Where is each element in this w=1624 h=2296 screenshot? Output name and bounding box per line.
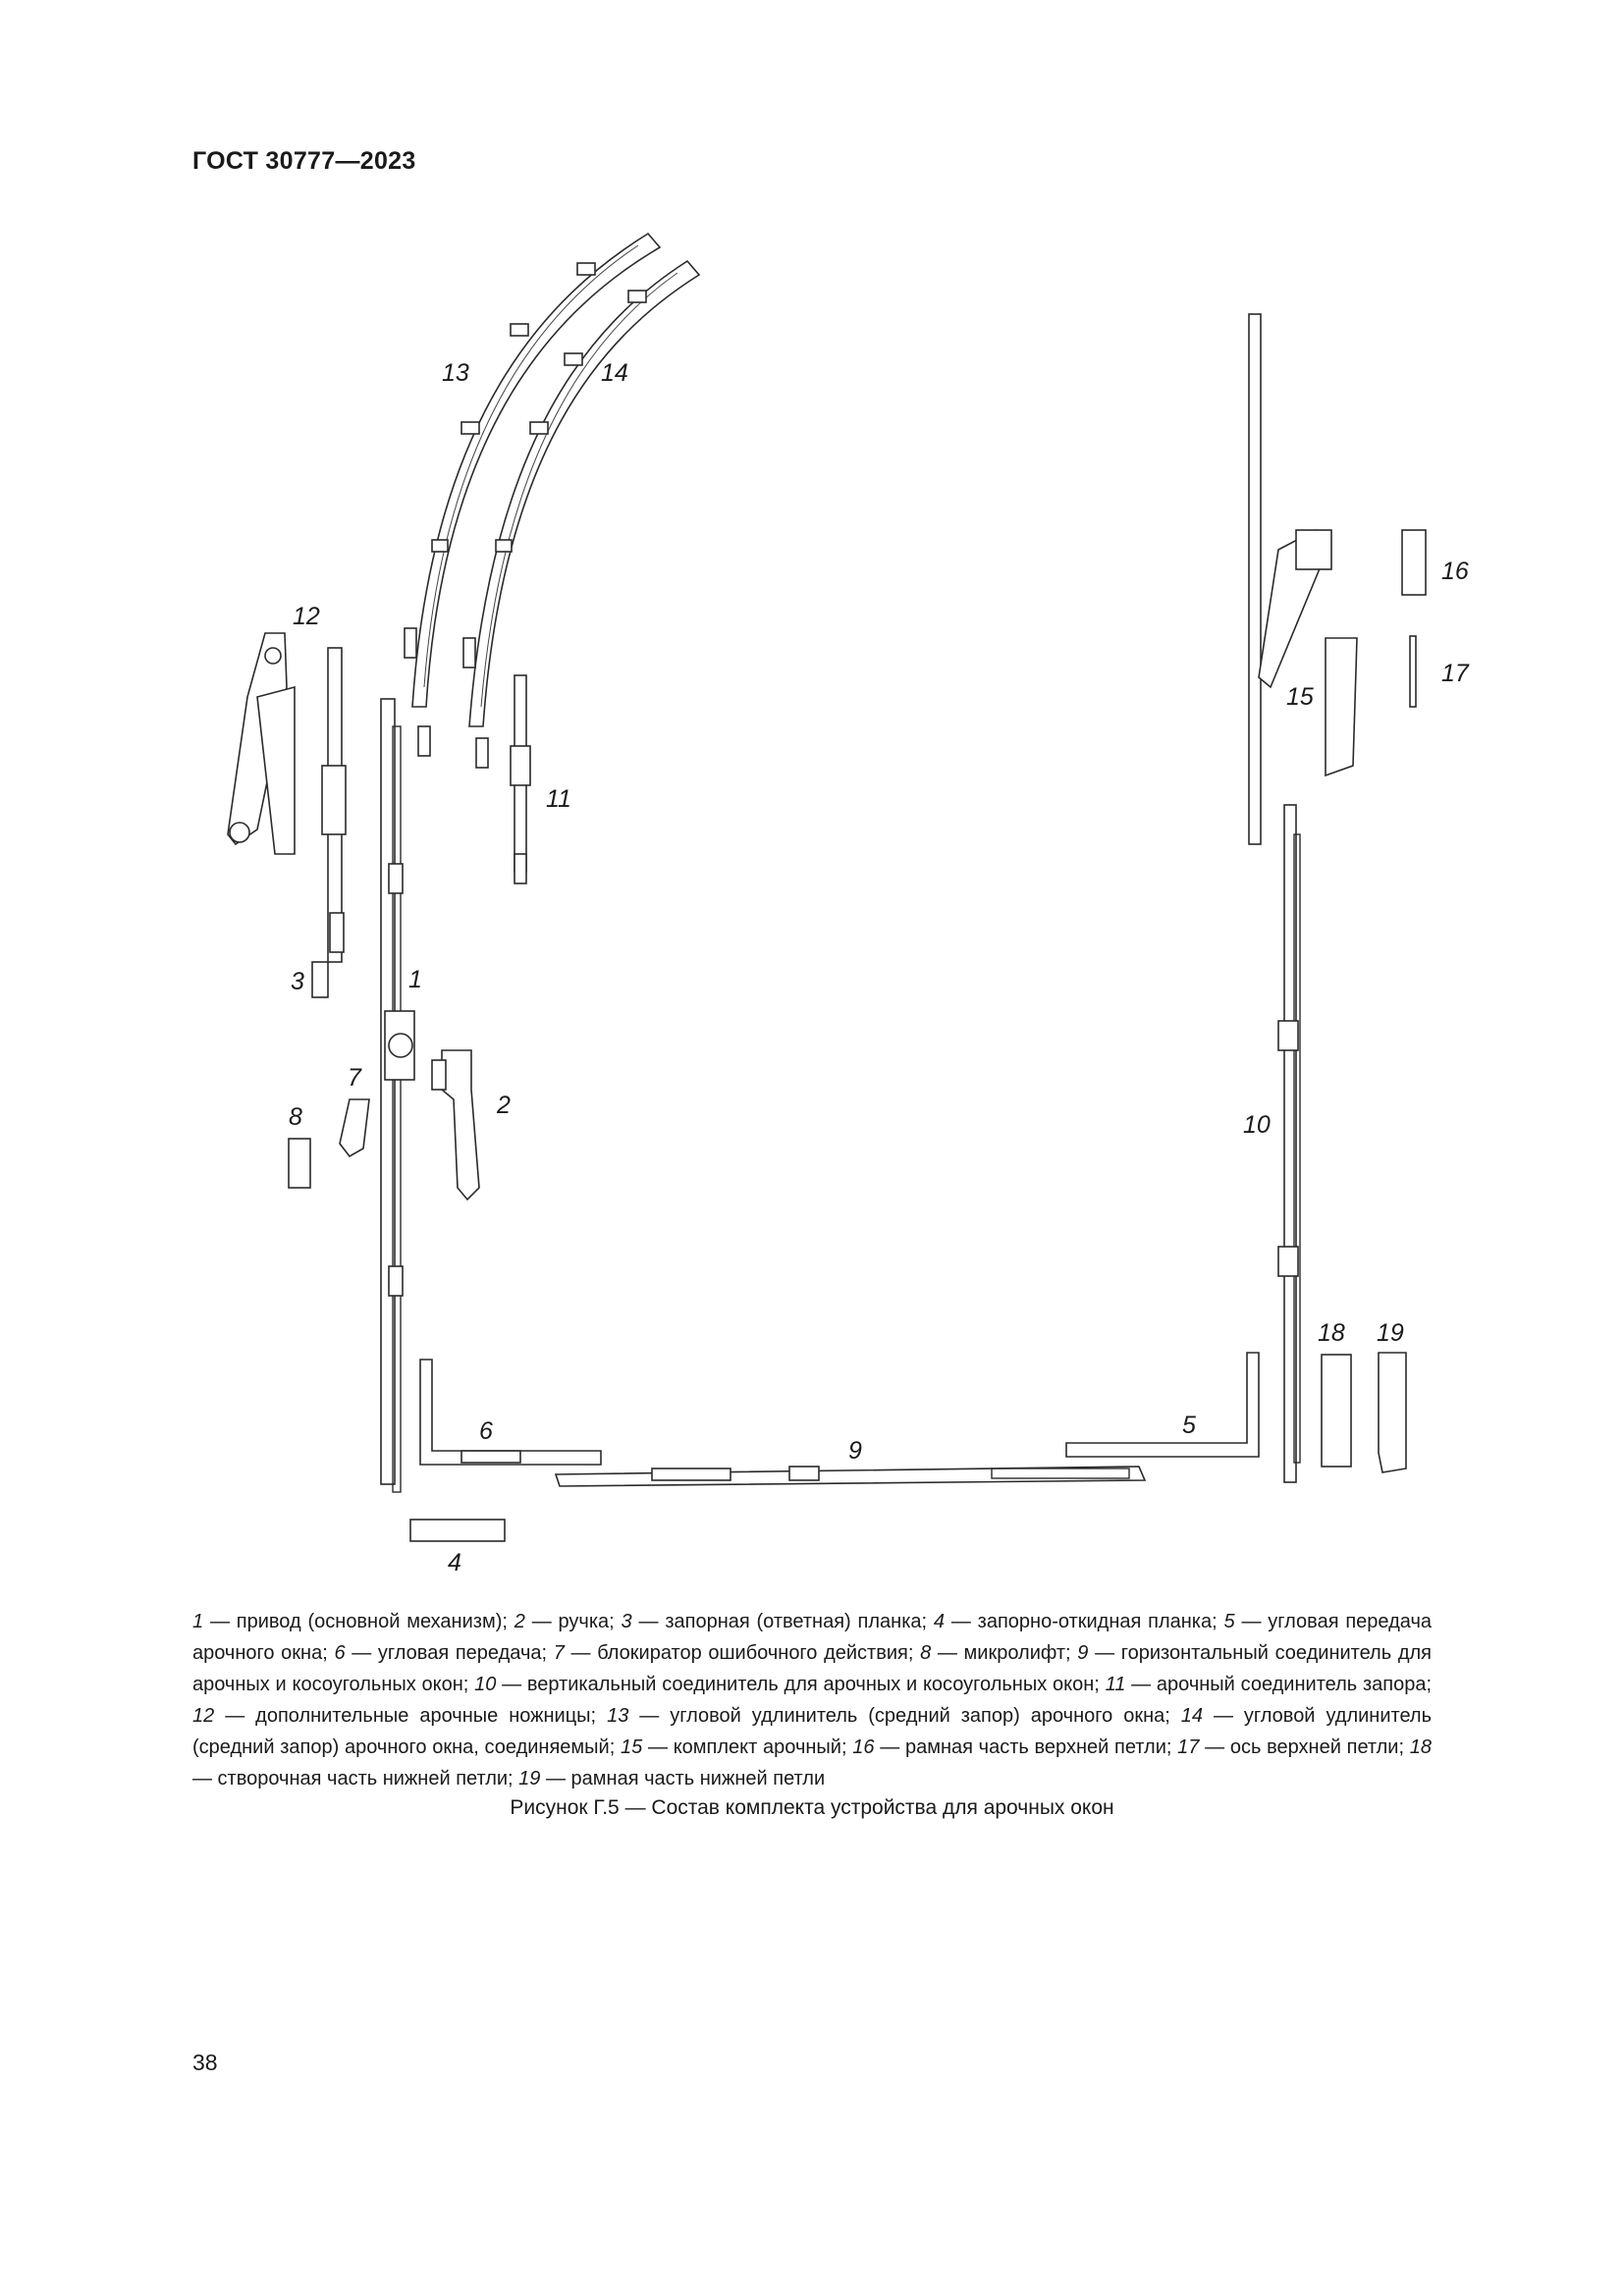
legend-item-4 bbox=[934, 1611, 1224, 1632]
label-2: 2 bbox=[497, 1092, 511, 1119]
label-19: 19 bbox=[1377, 1319, 1404, 1347]
figure-caption: Рисунок Г.5 — Состав комплекта устройства для арочных окон bbox=[510, 1796, 1114, 1819]
label-5: 5 bbox=[1182, 1412, 1196, 1439]
label-14: 14 bbox=[601, 359, 628, 387]
label-1: 1 bbox=[408, 966, 422, 993]
legend-num: 15 bbox=[621, 1736, 643, 1758]
legend-text: — арочный соединитель запора; bbox=[1125, 1674, 1432, 1695]
part-19-bottom-hinge-frame bbox=[1379, 1353, 1406, 1472]
part-12-rail bbox=[322, 648, 346, 962]
part-18-bottom-hinge-sash bbox=[1322, 1355, 1351, 1467]
legend-item-8 bbox=[920, 1642, 1077, 1664]
legend-item-1 bbox=[192, 1611, 514, 1632]
legend-item-2 bbox=[514, 1611, 622, 1632]
label-3: 3 bbox=[291, 968, 304, 995]
label-15: 15 bbox=[1286, 683, 1314, 711]
legend-text: — рамная часть нижней петли bbox=[540, 1768, 826, 1789]
legend-num: 13 bbox=[607, 1705, 629, 1727]
legend-item-10 bbox=[474, 1674, 1105, 1695]
part-13-arch-extension bbox=[405, 234, 660, 756]
part-17-top-hinge-axis bbox=[1410, 636, 1416, 707]
legend-text: — запорная (ответная) планка; bbox=[631, 1611, 934, 1632]
legend-num: 11 bbox=[1105, 1674, 1126, 1695]
part-16-top-hinge-frame bbox=[1402, 530, 1426, 595]
legend-text: — ось верхней петли; bbox=[1199, 1736, 1410, 1758]
legend-num: 8 bbox=[920, 1642, 932, 1664]
legend-num: 4 bbox=[933, 1611, 946, 1632]
part-8-microlift bbox=[289, 1139, 310, 1188]
legend-text: — вертикальный соединитель для арочных и косоугольных окон; bbox=[496, 1674, 1106, 1695]
part-14-arch-extension-joinable bbox=[463, 261, 699, 768]
label-7: 7 bbox=[348, 1064, 361, 1092]
part-3-strike-plate bbox=[312, 962, 328, 997]
legend-text: — угловой удлинитель (средний запор) арочного окна, соединяемый; bbox=[192, 1705, 1432, 1758]
legend-num: 5 bbox=[1223, 1611, 1235, 1632]
legend-item-7 bbox=[554, 1642, 920, 1664]
part-12-arch-scissors bbox=[228, 633, 295, 854]
legend-num: 9 bbox=[1077, 1642, 1089, 1664]
part-10-vertical-connector bbox=[1278, 805, 1300, 1482]
legend-num: 7 bbox=[553, 1642, 565, 1664]
legend-num: 2 bbox=[514, 1611, 525, 1632]
legend-item-17 bbox=[1177, 1736, 1410, 1758]
document-header: ГОСТ 30777—2023 bbox=[192, 147, 416, 175]
legend-item-11 bbox=[1106, 1674, 1432, 1695]
part-15-arch-kit bbox=[1249, 314, 1357, 844]
label-11: 11 bbox=[546, 785, 571, 813]
legend-text: — рамная часть верхней петли; bbox=[874, 1736, 1178, 1758]
page-number: 38 bbox=[192, 2050, 218, 2075]
figure-legend bbox=[192, 1606, 1432, 1794]
legend-num: 1 bbox=[192, 1611, 204, 1632]
legend-num: 16 bbox=[852, 1736, 875, 1758]
part-1-main-drive bbox=[381, 699, 414, 1492]
part-9-horizontal-connector bbox=[556, 1467, 1145, 1486]
part-5-arch-corner-drive bbox=[1066, 1353, 1259, 1457]
part-2-handle bbox=[432, 1050, 479, 1200]
label-12: 12 bbox=[293, 603, 320, 630]
label-13: 13 bbox=[442, 359, 469, 387]
label-18: 18 bbox=[1318, 1319, 1345, 1347]
legend-text: — горизонтальный соединитель для арочных и косоугольных окон; bbox=[192, 1642, 1432, 1695]
legend-text: — угловой удлинитель (средний запор) арочного окна; bbox=[628, 1705, 1181, 1727]
legend-num: 3 bbox=[621, 1611, 632, 1632]
part-7-mishandling-blocker bbox=[340, 1099, 369, 1156]
part-4-tilt-lock-plate bbox=[410, 1520, 505, 1541]
legend-text: — ручка; bbox=[524, 1611, 622, 1632]
label-4: 4 bbox=[448, 1549, 461, 1576]
part-11-arch-lock-connector bbox=[511, 675, 530, 883]
legend-item-15 bbox=[621, 1736, 852, 1758]
legend-num: 18 bbox=[1409, 1736, 1432, 1758]
label-16: 16 bbox=[1441, 558, 1469, 585]
legend-text: — блокиратор ошибочного действия; bbox=[564, 1642, 921, 1664]
legend-num: 12 bbox=[192, 1705, 215, 1727]
legend-item-16 bbox=[852, 1736, 1177, 1758]
legend-text: — комплект арочный; bbox=[642, 1736, 853, 1758]
legend-item-3 bbox=[622, 1611, 934, 1632]
legend-item-6 bbox=[334, 1642, 553, 1664]
legend-num: 10 bbox=[474, 1674, 497, 1695]
legend-item-19 bbox=[518, 1768, 825, 1789]
legend-num: 17 bbox=[1177, 1736, 1200, 1758]
legend-num: 14 bbox=[1180, 1705, 1203, 1727]
legend-item-12 bbox=[192, 1705, 607, 1727]
legend-text: — угловая передача арочного окна; bbox=[192, 1611, 1433, 1664]
legend-num: 6 bbox=[334, 1642, 346, 1664]
legend-text: — привод (основной механизм); bbox=[203, 1611, 514, 1632]
label-6: 6 bbox=[479, 1417, 493, 1445]
part-6-corner-drive bbox=[420, 1360, 601, 1465]
label-9: 9 bbox=[848, 1437, 862, 1465]
label-8: 8 bbox=[289, 1103, 302, 1131]
label-17: 17 bbox=[1441, 660, 1469, 687]
legend-text: — запорно-откидная планка; bbox=[945, 1611, 1224, 1632]
legend-text: — дополнительные арочные ножницы; bbox=[214, 1705, 608, 1727]
legend-item-13 bbox=[607, 1705, 1181, 1727]
label-10: 10 bbox=[1243, 1111, 1271, 1139]
legend-text: — микролифт; bbox=[931, 1642, 1078, 1664]
legend-text: — створочная часть нижней петли; bbox=[192, 1768, 519, 1789]
legend-text: — угловая передача; bbox=[345, 1642, 554, 1664]
legend-num: 19 bbox=[518, 1768, 541, 1789]
